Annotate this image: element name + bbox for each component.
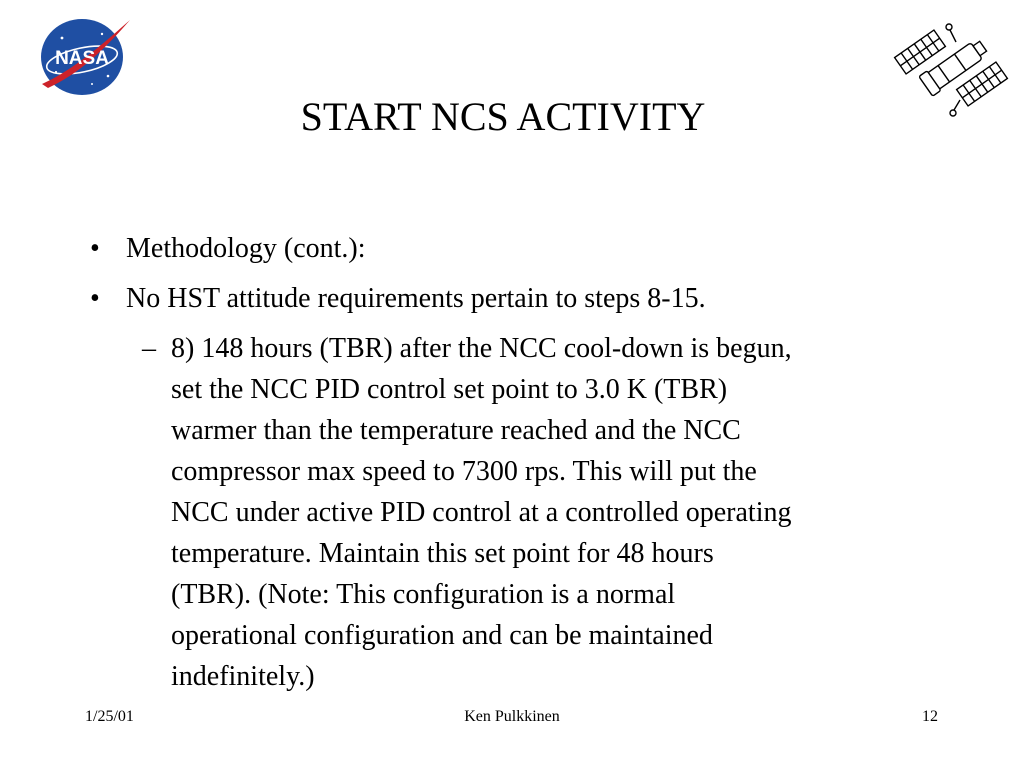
footer-date: 1/25/01 bbox=[85, 708, 134, 725]
sub-bullet-line: warmer than the temperature reached and the NCC bbox=[171, 415, 741, 446]
bullet-text: No HST attitude requirements pertain to steps 8-15. bbox=[126, 283, 706, 314]
sub-bullet-item bbox=[80, 328, 960, 697]
sub-bullet-line: 8) 148 hours (TBR) after the NCC cool-down is begun, bbox=[171, 333, 792, 364]
sub-bullet-line: (TBR). (Note: This configuration is a normal bbox=[171, 579, 676, 610]
sub-bullet-line: temperature. Maintain this set point for 48 hours bbox=[171, 538, 714, 569]
bullet-item bbox=[80, 278, 960, 319]
sub-bullet-line: indefinitely.) bbox=[171, 661, 315, 692]
sub-bullet-line: operational configuration and can be maintained bbox=[171, 620, 713, 651]
footer-page-number: 12 bbox=[922, 708, 938, 725]
slide-content bbox=[80, 228, 960, 697]
sub-bullet-line: NCC under active PID control at a controlled operating bbox=[171, 497, 792, 528]
slide-title: START NCS ACTIVITY bbox=[300, 94, 706, 139]
bullet-text: Methodology (cont.): bbox=[126, 233, 366, 264]
bullet-marker: • bbox=[90, 283, 100, 314]
bullet-marker: • bbox=[90, 233, 100, 264]
nasa-logo bbox=[34, 14, 134, 100]
sub-bullet-line: set the NCC PID control set point to 3.0 K (TBR) bbox=[171, 374, 728, 405]
sub-bullet-marker: – bbox=[142, 333, 156, 364]
sub-bullet-line: compressor max speed to 7300 rps. This will put the bbox=[171, 456, 757, 487]
bullet-item bbox=[80, 228, 960, 269]
footer-author: Ken Pulkkinen bbox=[464, 708, 560, 725]
nasa-logo-text: NASA bbox=[55, 48, 109, 69]
